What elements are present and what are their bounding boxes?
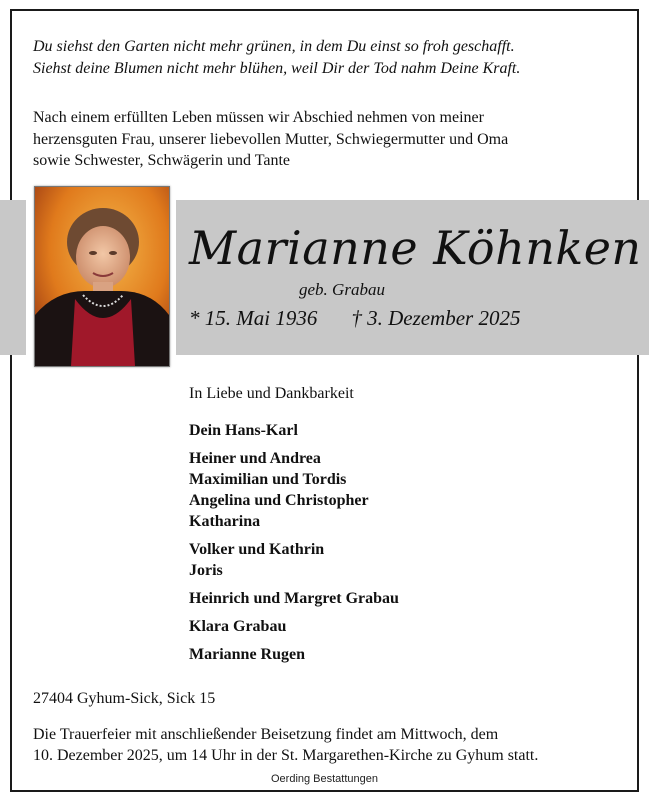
life-dates [189,306,520,331]
intro-line: herzensguten Frau, unserer liebevollen Mutter, Schwiegermutter und Oma [33,130,509,148]
mourner-name: Katharina [189,513,261,530]
intro-line: sowie Schwester, Schwägerin und Tante [33,152,290,169]
maiden-name: geb. Grabau [299,280,385,299]
mourners-heading: In Liebe und Dankbarkeit [189,385,354,402]
family-address: 27404 Gyhum-Sick, Sick 15 [33,690,216,707]
poem-line: Du siehst den Garten nicht mehr grünen, in dem Du einst so froh geschafft. [33,38,515,55]
mourner-name: Angelina und Christopher [189,492,369,509]
funeral-home-credit: Oerding Bestattungen [270,773,379,785]
name-band-left [0,200,26,355]
intro-line: Nach einem erfüllten Leben müssen wir Abschied nehmen von meiner [33,109,484,126]
mourner-name: Heinrich und Margret Grabau [189,590,399,607]
mourner-group [189,420,399,441]
poem [33,36,520,80]
mourner-group [189,448,399,532]
mourner-name: Klara Grabau [189,618,287,635]
poem-line: Siehst deine Blumen nicht mehr blühen, weil Dir der Tod nahm Deine Kraft. [33,60,521,77]
ceremony-notice [33,724,538,766]
mourner-name: Maximilian und Tordis [189,471,347,488]
birth-date: * 15. Mai 1936 [189,306,318,330]
intro-text [33,107,508,172]
mourner-name: Joris [189,562,223,579]
mourner-group [189,644,399,665]
mourner-name: Volker und Kathrin [189,541,325,558]
mourner-group [189,616,399,637]
mourner-name: Marianne Rugen [189,646,305,663]
death-date: † 3. Dezember 2025 [351,306,521,330]
mourner-name: Heiner und Andrea [189,450,321,467]
portrait-photo [34,186,170,367]
ceremony-line: Die Trauerfeier mit anschließender Beisetzung findet am Mittwoch, dem [33,726,499,743]
mourner-group [189,588,399,609]
mourner-name: Dein Hans-Karl [189,422,298,439]
mourner-group [189,539,399,581]
mourners-list [189,420,399,672]
deceased-name: Marianne Köhnken [189,221,642,275]
ceremony-line: 10. Dezember 2025, um 14 Uhr in der St. Margarethen-Kirche zu Gyhum statt. [33,747,539,764]
